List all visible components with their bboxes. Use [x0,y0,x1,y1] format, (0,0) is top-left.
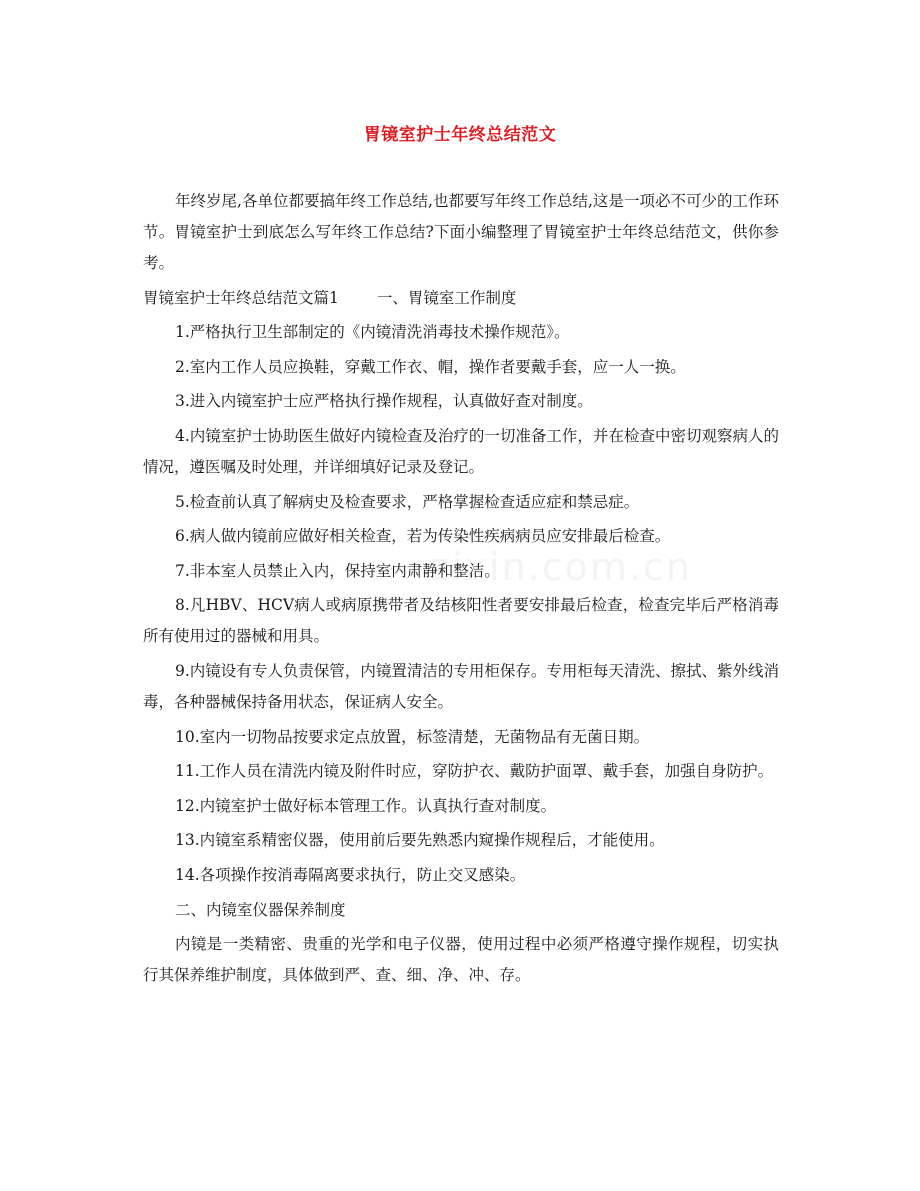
section-heading-title: 胃镜室护士年终总结范文篇1 [143,288,339,307]
rule-item: 6.病人做内镜前应做好相关检查，若为传染性疾病病员应安排最后检查。 [175,527,671,546]
section-heading [143,283,779,314]
section2-heading: 二、内镜室仪器保养制度 [175,900,346,919]
document-body [143,186,779,995]
rule-item: 9.内镜设有专人负责保管，内镜置清洁的专用柜保存。专用柜每天清洗、擦拭、紫外线消毒，各种器械保持备用状态，保证病人安全。 [143,661,779,711]
rule-item: 8.凡HBV、HCV病人或病原携带者及结核阳性者要安排最后检查，检查完毕后严格消毒所有使用过的器械和用具。 [143,596,779,646]
rule-item: 4.内镜室护士协助医生做好内镜检查及治疗的一切准备工作，并在检查中密切观察病人的情况，遵医嘱及时处理，并详细填好记录及登记。 [143,426,779,476]
intro-paragraph: 年终岁尾,各单位都要搞年终工作总结,也都要写年终工作总结,这是一项必不可少的工作环节。胃镜室护士到底怎么写年终工作总结?下面小编整理了胃镜室护士年终总结范文，供你参考。 [143,192,779,272]
rule-item: 3.进入内镜室护士应严格执行操作规程，认真做好查对制度。 [175,392,593,411]
rule-item: 2.室内工作人员应换鞋，穿戴工作衣、帽，操作者要戴手套，应一人一换。 [175,357,686,376]
rule-item: 7.非本室人员禁止入内，保持室内肃静和整洁。 [175,561,500,580]
section-heading-subtitle: 一、胃镜室工作制度 [376,288,517,307]
rule-item: 5.检查前认真了解病史及检查要求，严格掌握检查适应症和禁忌症。 [175,492,640,511]
rule-item: 14.各项操作按消毒隔离要求执行，防止交叉感染。 [175,865,526,884]
rule-item: 10.室内一切物品按要求定点放置，标签清楚，无菌物品有无菌日期。 [175,727,650,746]
document-title: 胃镜室护士年终总结范文 [363,125,557,145]
rule-item: 13.内镜室系精密仪器，使用前后要先熟悉内窥操作规程后，才能使用。 [175,831,665,850]
rule-item: 1.严格执行卫生部制定的《内镜清洗消毒技术操作规范》。 [175,323,570,342]
rule-item: 11.工作人员在清洗内镜及附件时应，穿防护衣、戴防护面罩、戴手套，加强自身防护。 [175,762,774,781]
section2-paragraph: 内镜是一类精密、贵重的光学和电子仪器，使用过程中必须严格遵守操作规程，切实执行其保养维护制度，具体做到严、查、细、净、冲、存。 [143,935,779,985]
watermark: zixin.com.cn [430,545,692,589]
rule-item: 12.内镜室护士做好标本管理工作。认真执行查对制度。 [175,796,557,815]
